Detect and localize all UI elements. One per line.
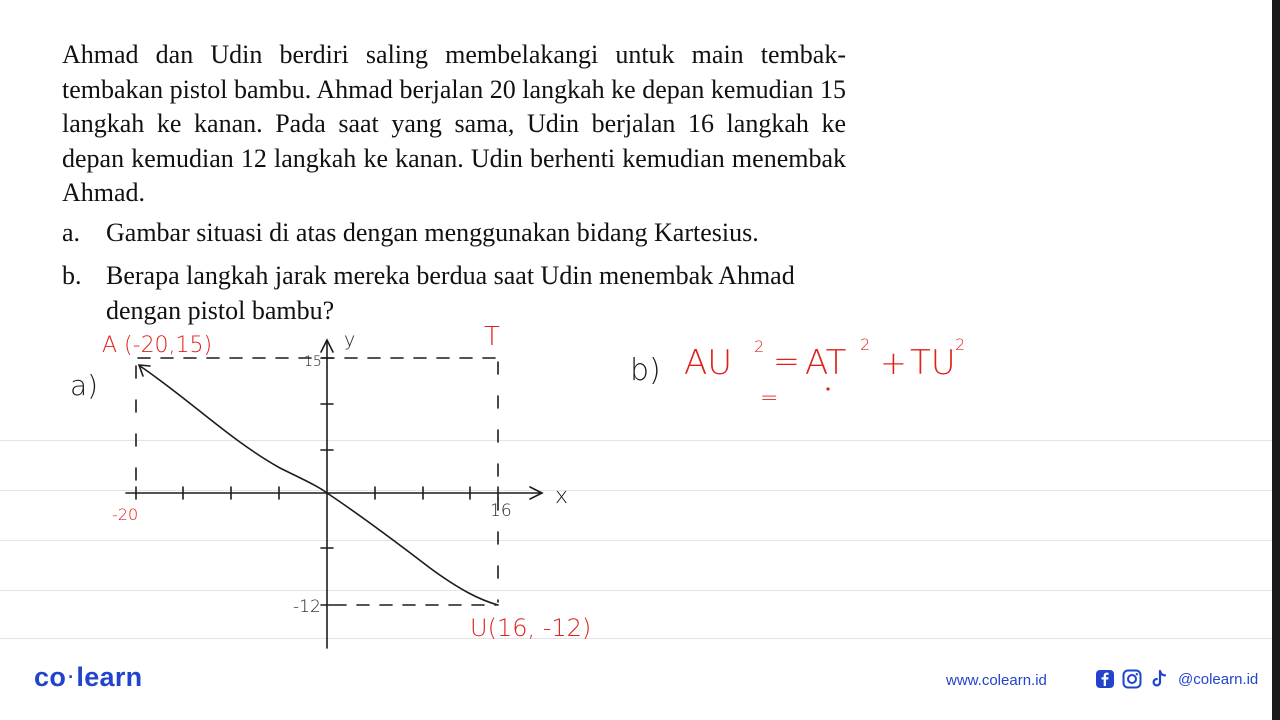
x-axis-label: x (555, 484, 569, 509)
point-u-label: U(16, -12) (470, 614, 592, 642)
tick-label-y-neg12: -12 (293, 597, 321, 617)
question-b-label: b. (62, 261, 82, 290)
line-a-to-u (140, 366, 498, 605)
tick-label-y-15: 15 (304, 354, 322, 370)
part-b-line2: = (760, 386, 779, 411)
dot-mark (826, 387, 829, 390)
brand-left: co (34, 662, 67, 692)
part-b-working (630, 335, 965, 411)
brand-right: learn (76, 662, 143, 692)
question-a-text: Gambar situasi di atas dengan menggunakan bidang Kartesius. (106, 217, 759, 247)
superscript-tu: 2 (955, 335, 966, 354)
superscript-au: 2 (754, 337, 765, 356)
eq-tu: TU (910, 343, 956, 383)
question-b-text: Berapa langkah jarak mereka berdua saat Udin menembak Ahmad dengan pistol bambu? (106, 261, 795, 325)
website-link[interactable]: www.colearn.id (946, 672, 1047, 689)
eq-au: AU (684, 343, 733, 383)
footer-bar (0, 660, 1272, 700)
point-a-label: A (-20,15) (102, 333, 213, 358)
instagram-icon[interactable] (1122, 669, 1142, 689)
brand-dot: · (68, 667, 75, 687)
question-a-label: a. (62, 217, 81, 247)
problem-intro: Ahmad dan Udin berdiri saling membelakangi untuk main tembak-tembakan pistol bambu. Ahmad berjalan 20 langkah ke depan kemudian 15 langkah ke kanan. Pada saat yang sama, Udin berjalan 16 langkah ke depan kemudian 12 langkah ke kanan. Udin berhenti kemudian menembak Ahmad. (62, 40, 846, 207)
eq-at: AT (805, 343, 847, 383)
colearn-logo (34, 662, 142, 693)
tick-label-x-16: 16 (490, 501, 512, 521)
cartesian-sketch (126, 340, 542, 648)
eq-plus: + (880, 344, 907, 382)
part-a-label: a) (70, 369, 99, 402)
facebook-icon[interactable] (1095, 669, 1115, 689)
tick-label-x-neg20: -20 (112, 505, 139, 524)
y-axis-label: y (344, 329, 356, 351)
tiktok-icon[interactable] (1149, 669, 1169, 689)
video-frame-edge (1272, 0, 1280, 720)
point-t-label: T (484, 322, 500, 352)
eq-equals: = (773, 342, 800, 380)
social-handle[interactable]: @colearn.id (1178, 670, 1259, 688)
social-links (1095, 669, 1258, 689)
part-b-label: b) (630, 353, 661, 388)
superscript-at: 2 (860, 335, 871, 354)
